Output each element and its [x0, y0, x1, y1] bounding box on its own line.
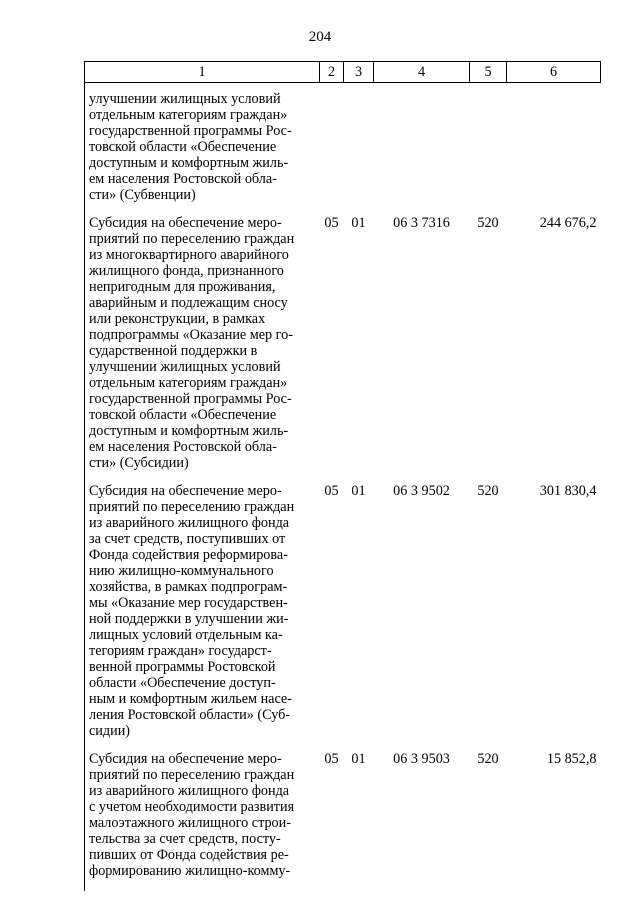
description-line: доступным и комфортным жиль-: [89, 155, 289, 171]
subsection-code: 01: [351, 215, 366, 231]
description-line: Субсидия на обеспечение меро-: [89, 215, 282, 231]
description-line: приятий по переселению граждан: [89, 499, 295, 515]
description-line: области «Обеспечение доступ-: [89, 675, 276, 691]
description-line: ления Ростовской области» (Суб-: [89, 707, 291, 723]
description-line: формированию жилищно-комму-: [89, 863, 291, 879]
description-line: нию жилищно-коммунального: [89, 563, 274, 579]
description-line: за счет средств, поступивших от: [89, 531, 286, 547]
expense-type-code: 520: [477, 215, 499, 231]
description-line: мы «Оказание мер государствен-: [89, 595, 288, 611]
table-header-row: [85, 62, 601, 83]
table-row: [85, 751, 601, 891]
description-line: пивших от Фонда содействия ре-: [89, 847, 289, 863]
amount: 15 852,8: [546, 751, 597, 767]
section-code: [320, 83, 344, 216]
header-col-6: 6: [507, 62, 601, 83]
description-line: приятий по переселению граждан: [89, 767, 295, 783]
description-line: отдельным категориям граждан»: [89, 107, 288, 123]
description-line: ем населения Ростовской обла-: [89, 171, 277, 187]
description-line: товской области «Обеспечение: [89, 407, 277, 423]
description-line: аварийным и подлежащим сносу: [89, 295, 288, 311]
description-line: тельства за счет средств, посту-: [89, 831, 281, 847]
header-col-4: 4: [374, 62, 470, 83]
description-line: хозяйства, в рамках подпрограм-: [89, 579, 288, 595]
description-line: тегориям граждан» государст-: [89, 643, 272, 659]
header-col-1: 1: [85, 62, 320, 83]
header-col-3: 3: [344, 62, 374, 83]
description-line: лищных условий отдельным ка-: [89, 627, 283, 643]
target-article-code: [374, 83, 470, 216]
expense-type-code: 520: [477, 751, 499, 767]
expense-type-code: [470, 83, 507, 216]
amount: 301 830,4: [539, 483, 597, 499]
amount: 244 676,2: [539, 215, 597, 231]
description-line: товской области «Обеспечение: [89, 139, 277, 155]
expense-type-code: 520: [477, 483, 499, 499]
description-line: жилищного фонда, признанного: [89, 263, 284, 279]
description-line: малоэтажного жилищного строи-: [89, 815, 291, 831]
subsection-code: 01: [351, 751, 366, 767]
description-line: из аварийного жилищного фонда: [89, 783, 290, 799]
amount: [507, 83, 601, 216]
row-description: [85, 215, 320, 483]
row-description: [85, 83, 320, 216]
header-col-2: 2: [320, 62, 344, 83]
description-line: сударственной поддержки в: [89, 343, 258, 359]
description-line: улучшении жилищных условий: [89, 359, 281, 375]
description-line: сти» (Субсидии): [89, 455, 189, 471]
description-line: государственной программы Рос-: [89, 391, 292, 407]
description-line: Фонда содействия реформирова-: [89, 547, 288, 563]
header-col-5: 5: [470, 62, 507, 83]
description-line: отдельным категориям граждан»: [89, 375, 288, 391]
description-line: ем населения Ростовской обла-: [89, 439, 277, 455]
description-line: непригодным для проживания,: [89, 279, 276, 295]
description-line: сти» (Субвенции): [89, 187, 196, 203]
description-line: из аварийного жилищного фонда: [89, 515, 290, 531]
row-description: [85, 483, 320, 751]
table-row: [85, 83, 601, 216]
description-line: или реконструкции, в рамках: [89, 311, 266, 327]
description-line: сидии): [89, 723, 131, 739]
description-line: подпрограммы «Оказание мер го-: [89, 327, 293, 343]
table-row: [85, 483, 601, 751]
budget-table: [84, 61, 601, 891]
description-line: доступным и комфортным жиль-: [89, 423, 289, 439]
description-line: венной программы Ростовской: [89, 659, 276, 675]
target-article-code: 06 3 9502: [393, 483, 450, 499]
description-line: из многоквартирного аварийного: [89, 247, 289, 263]
target-article-code: 06 3 9503: [393, 751, 450, 767]
table-row: [85, 215, 601, 483]
target-article-code: 06 3 7316: [393, 215, 450, 231]
description-line: Субсидия на обеспечение меро-: [89, 751, 282, 767]
subsection-code: 01: [351, 483, 366, 499]
description-line: Субсидия на обеспечение меро-: [89, 483, 282, 499]
section-code: 05: [324, 751, 339, 767]
page-number: 204: [308, 29, 332, 45]
description-line: улучшении жилищных условий: [89, 91, 281, 107]
description-line: приятий по переселению граждан: [89, 231, 295, 247]
description-line: государственной программы Рос-: [89, 123, 292, 139]
subsection-code: [344, 83, 374, 216]
description-line: ным и комфортным жильем насе-: [89, 691, 292, 707]
description-line: ной поддержки в улучшении жи-: [89, 611, 289, 627]
section-code: 05: [324, 215, 339, 231]
section-code: 05: [324, 483, 339, 499]
row-description: [85, 751, 320, 891]
description-line: с учетом необходимости развития: [89, 799, 295, 815]
